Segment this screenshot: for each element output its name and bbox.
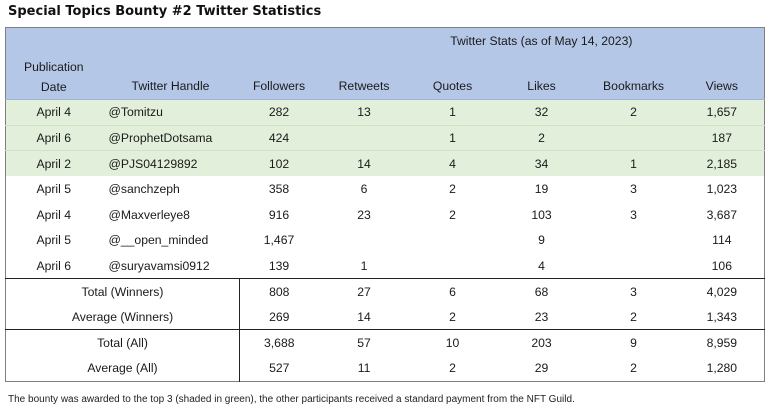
col-header-publication-date-line2: Date — [40, 80, 67, 94]
row-retweets — [319, 125, 410, 151]
summary-retweets: 14 — [357, 309, 371, 324]
summary-likes: 29 — [534, 360, 549, 375]
row-quotes: 1 — [410, 100, 496, 126]
row-handle: @ProphetDotsama — [102, 125, 240, 151]
row-date: April 6 — [36, 258, 72, 273]
row-followers: 139 — [268, 258, 290, 273]
table-row — [6, 176, 765, 202]
group-header: Twitter Stats (as of May 14, 2023) — [319, 28, 765, 55]
row-handle: @PJS04129892 — [102, 151, 240, 177]
summary-label: Total (All) — [6, 330, 240, 356]
twitter-stats-table — [5, 27, 765, 382]
col-header-handle: Twitter Handle — [102, 55, 240, 100]
row-date: April 2 — [6, 151, 102, 177]
summary-row-average-winners — [6, 304, 765, 330]
row-date: April 5 — [36, 233, 72, 248]
summary-followers: 269 — [269, 309, 290, 324]
row-likes: 19 — [534, 182, 549, 197]
summary-bookmarks: 2 — [630, 309, 637, 324]
summary-label: Average (Winners) — [6, 304, 240, 330]
row-followers: 358 — [268, 182, 290, 197]
summary-retweets: 57 — [319, 330, 410, 356]
row-quotes: 2 — [449, 182, 456, 197]
row-quotes — [410, 253, 496, 279]
col-header-publication-date-line1: Publication — [23, 60, 84, 74]
row-followers: 916 — [268, 207, 290, 222]
summary-likes: 203 — [496, 330, 588, 356]
row-views: 1,023 — [706, 182, 738, 197]
column-header-row — [6, 55, 765, 100]
row-handle: @suryavamsi0912 — [108, 258, 210, 273]
summary-bookmarks: 3 — [588, 279, 680, 305]
row-followers: 1,467 — [263, 233, 295, 248]
row-quotes — [410, 227, 496, 253]
row-likes: 9 — [538, 233, 545, 248]
summary-followers: 527 — [269, 360, 290, 375]
summary-bookmarks: 9 — [588, 330, 680, 356]
summary-label: Total (Winners) — [6, 279, 240, 305]
row-bookmarks: 3 — [630, 182, 637, 197]
row-views: 187 — [680, 125, 765, 151]
row-quotes: 1 — [410, 125, 496, 151]
table-row — [6, 202, 765, 228]
summary-views: 1,343 — [706, 309, 738, 324]
summary-views: 1,280 — [706, 360, 738, 375]
row-handle: @Maxverleye8 — [108, 207, 190, 222]
row-views: 1,657 — [680, 100, 765, 126]
row-retweets: 14 — [319, 151, 410, 177]
summary-row-total-all — [6, 330, 765, 356]
row-handle: @__open_minded — [108, 233, 209, 248]
row-followers: 102 — [240, 151, 319, 177]
col-header-likes: Likes — [496, 55, 588, 100]
row-likes: 34 — [496, 151, 588, 177]
row-likes: 32 — [496, 100, 588, 126]
table-row — [6, 151, 765, 177]
row-retweets: 1 — [360, 258, 368, 273]
footnote: The bounty was awarded to the top 3 (shaded in green), the other participants received a standard payment from the NFT Guild. — [8, 394, 575, 405]
row-bookmarks — [588, 253, 680, 279]
row-followers: 282 — [240, 100, 319, 126]
summary-retweets: 27 — [319, 279, 410, 305]
group-header-row — [6, 28, 765, 55]
row-views: 106 — [711, 258, 732, 273]
col-header-publication-date — [6, 55, 102, 100]
summary-quotes: 2 — [449, 360, 456, 375]
summary-retweets: 11 — [357, 360, 371, 375]
row-bookmarks — [588, 227, 680, 253]
summary-views: 4,029 — [680, 279, 765, 305]
row-quotes: 2 — [449, 207, 456, 222]
row-date: April 4 — [6, 100, 102, 126]
table-row — [6, 253, 765, 279]
summary-row-total-winners — [6, 279, 765, 305]
row-handle: @Tomitzu — [102, 100, 240, 126]
col-header-views: Views — [680, 55, 765, 100]
table-row — [6, 100, 765, 126]
row-followers: 424 — [240, 125, 319, 151]
row-date: April 6 — [6, 125, 102, 151]
row-retweets: 23 — [357, 207, 371, 222]
row-bookmarks: 2 — [588, 100, 680, 126]
row-views: 114 — [712, 233, 732, 248]
summary-bookmarks: 2 — [630, 360, 637, 375]
summary-followers: 808 — [240, 279, 319, 305]
row-handle: @sanchzeph — [108, 182, 180, 197]
row-bookmarks — [588, 125, 680, 151]
row-retweets: 13 — [319, 100, 410, 126]
summary-row-average-all — [6, 355, 765, 381]
summary-quotes: 10 — [410, 330, 496, 356]
col-header-retweets: Retweets — [319, 55, 410, 100]
row-quotes: 4 — [410, 151, 496, 177]
row-retweets: 6 — [360, 182, 368, 197]
summary-quotes: 6 — [410, 279, 496, 305]
row-likes: 2 — [496, 125, 588, 151]
row-bookmarks: 3 — [630, 207, 637, 222]
col-header-followers: Followers — [240, 55, 319, 100]
summary-label: Average (All) — [6, 355, 240, 381]
summary-likes: 68 — [496, 279, 588, 305]
summary-likes: 23 — [534, 309, 549, 324]
row-views: 3,687 — [706, 207, 738, 222]
row-retweets — [319, 227, 410, 253]
row-views: 2,185 — [680, 151, 765, 177]
table-row — [6, 227, 765, 253]
col-header-bookmarks: Bookmarks — [588, 55, 680, 100]
summary-quotes: 2 — [449, 309, 456, 324]
page-title: Special Topics Bounty #2 Twitter Statistics — [8, 4, 322, 19]
row-date: April 5 — [36, 182, 72, 197]
summary-views: 8,959 — [680, 330, 765, 356]
row-likes: 4 — [538, 258, 545, 273]
row-date: April 4 — [36, 207, 72, 222]
col-header-quotes: Quotes — [410, 55, 496, 100]
summary-followers: 3,688 — [240, 330, 319, 356]
table-row — [6, 125, 765, 151]
row-likes: 103 — [531, 207, 552, 222]
row-bookmarks: 1 — [588, 151, 680, 177]
